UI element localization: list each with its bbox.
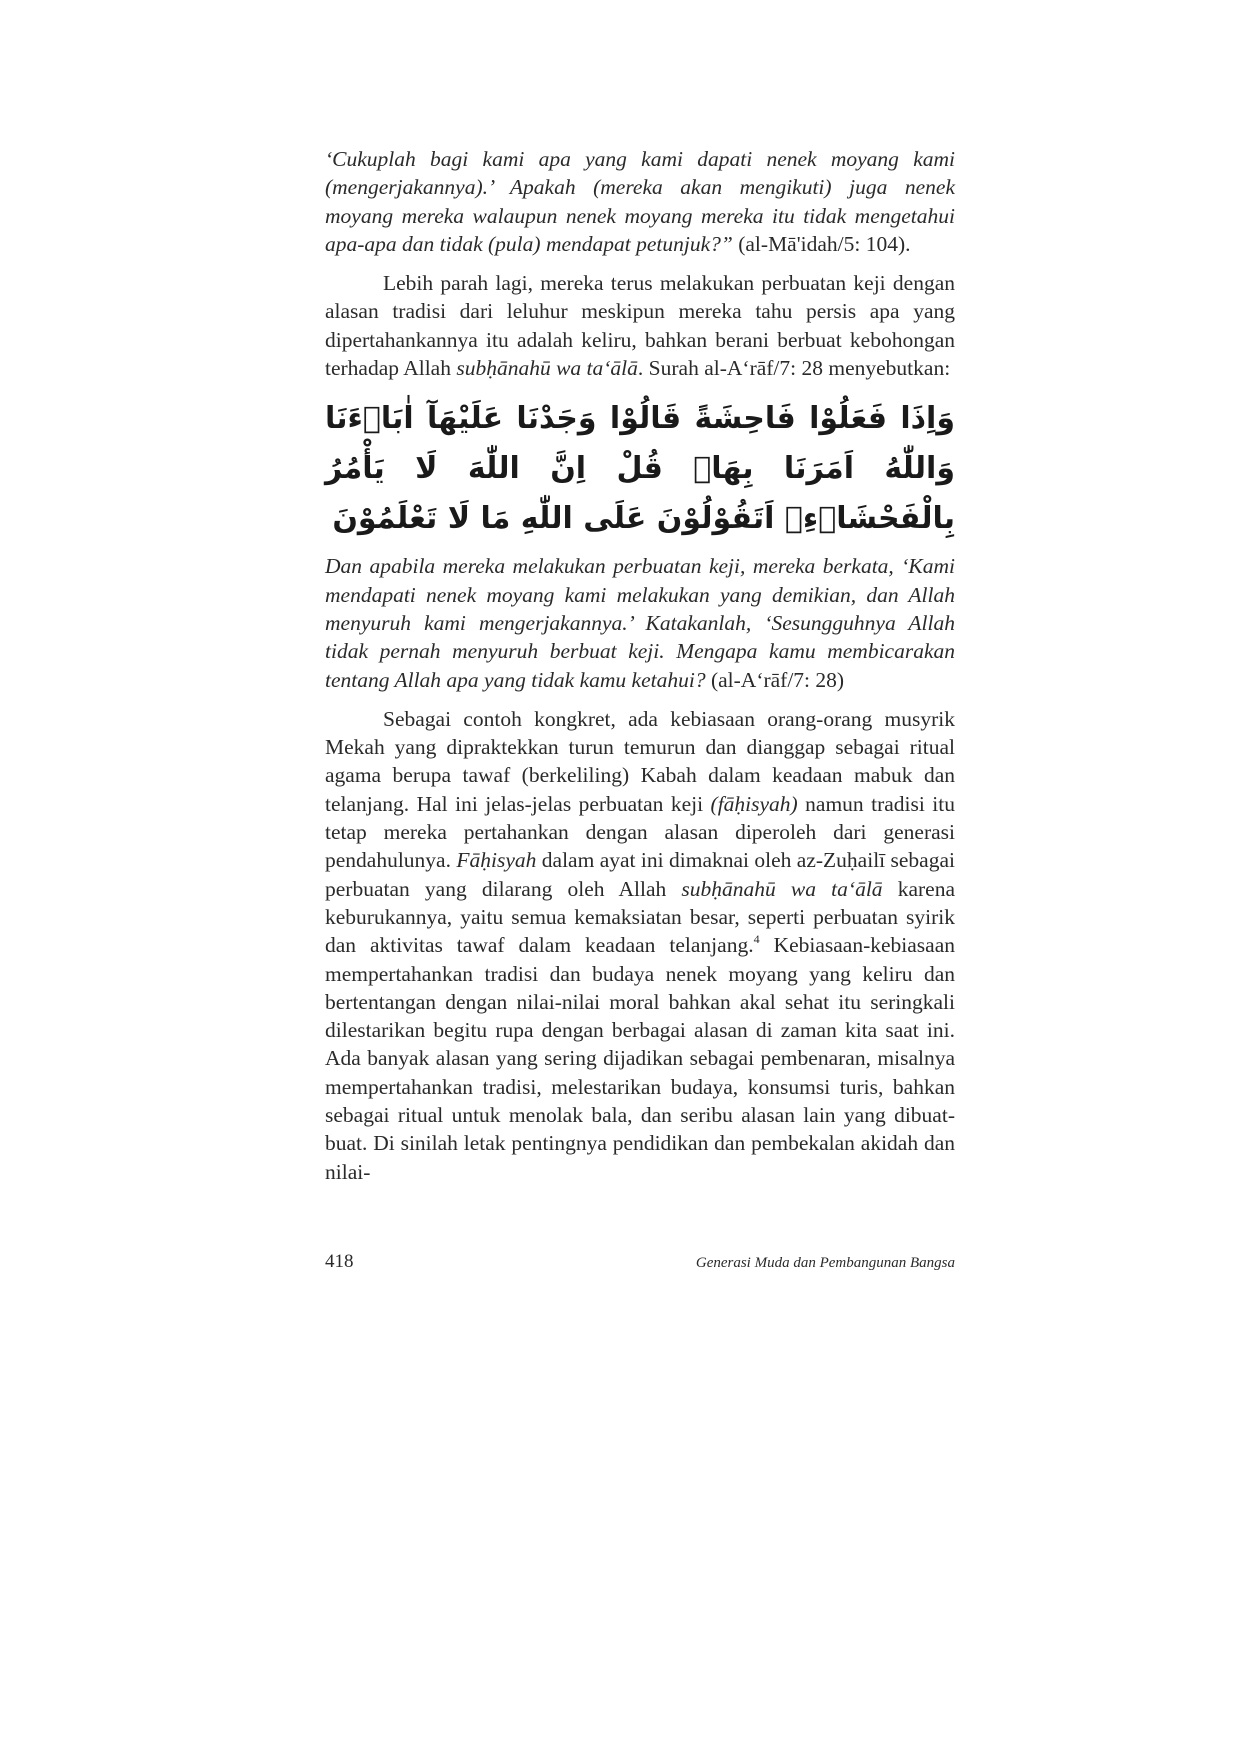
paragraph-lebih-parah bbox=[325, 269, 955, 382]
quote-reference: (al-Mā'idah/5: 104). bbox=[732, 231, 911, 256]
quote-text: ‘Cukuplah bagi kami apa yang kami dapati nenek moyang kami (mengerjakannya).’ Apakah (mereka akan mengikuti) juga nenek moyang mereka walaupun nenek moyang mereka itu tidak mengetahui apa-apa dan tidak (pula) mendapat petunjuk?” bbox=[325, 147, 955, 256]
quote-paragraph-al-maidah bbox=[325, 145, 955, 258]
text-run: karena keburukannya, yaitu semua kemaksiatan besar, seperti perbuatan syirik dan aktivitas tawaf dalam keadaan telanjang. bbox=[325, 876, 955, 958]
text-run: Kebiasaan-kebiasaan mempertahankan tradisi dan budaya nenek moyang yang keliru dan bertentangan dengan nilai-nilai moral bahkan akal sehat itu seringkali dilestarikan begitu rupa dengan berbagai alasan di zaman kita saat ini. Ada banyak alasan yang sering dijadikan sebagai pembenaran, misalnya mempertahankan tradisi, melestarikan budaya, konsumsi turis, bahkan sebagai ritual untuk menolak bala, dan seribu alasan lain yang dibuat-buat. Di sinilah letak pentingnya pendidikan dan pembekalan akidah dan nilai- bbox=[325, 933, 955, 1184]
italic-term: Fāḥisyah bbox=[456, 848, 537, 873]
arabic-verse-line-1: وَاِذَا فَعَلُوْا فَاحِشَةً قَالُوْا وَجَدْنَا عَلَيْهَآ اٰبَاۤءَنَا وَاللّٰهُ اَمَرَنَا بِهَاۗ قُلْ اِنَّ اللّٰهَ لَا يَأْمُرُ bbox=[325, 401, 955, 487]
footnote-marker[interactable]: 4 bbox=[753, 932, 760, 947]
text-run: . Surah al-A‘rāf/7: 28 menyebutkan: bbox=[637, 356, 951, 381]
translation-reference: (al-A‘rāf/7: 28) bbox=[705, 667, 845, 692]
italic-term: subḥānahū wa ta‘ālā bbox=[681, 876, 883, 901]
text-run: namun tradisi itu tetap mereka pertahankan dengan alasan diperoleh dari generasi pendahulunya. bbox=[325, 791, 955, 873]
text-run: Lebih parah lagi, mereka terus melakukan perbuatan keji dengan alasan tradisi dari leluhur meskipun mereka tahu persis apa yang dipertahankannya itu adalah keliru, bahkan berani berbuat kebohongan terhadap Allah bbox=[325, 271, 955, 381]
italic-term: subḥānahū wa ta‘ālā bbox=[456, 356, 638, 381]
paragraph-sebagai-contoh bbox=[325, 705, 955, 1186]
page-body bbox=[325, 145, 955, 1186]
page-footer bbox=[325, 1251, 955, 1273]
italic-term: (fāḥisyah) bbox=[710, 791, 798, 816]
text-run: Sebagai contoh kongkret, ada kebiasaan orang-orang musyrik Mekah yang dipraktekkan turun temurun dan dianggap sebagai ritual agama berupa tawaf (berkeliling) Kabah dalam keadaan mabuk dan telanjang. Hal ini jelas-jelas perbuatan keji bbox=[325, 706, 955, 816]
arabic-verse-line-2: بِالْفَحْشَاۤءِۗ اَتَقُوْلُوْنَ عَلَى اللّٰهِ مَا لَا تَعْلَمُوْنَ bbox=[332, 501, 955, 537]
translation-text: Dan apabila mereka melakukan perbuatan keji, mereka berkata, ‘Kami mendapati nenek moyang kami melakukan yang demikian, dan Allah menyuruh kami mengerjakannya.’ Katakanlah, ‘Sesungguhnya Allah tidak pernah menyuruh berbuat keji. Mengapa kamu membicarakan tentang Allah apa yang tidak kamu ketahui? bbox=[325, 554, 955, 692]
arabic-verse bbox=[325, 394, 955, 544]
running-title: Generasi Muda dan Pembangunan Bangsa bbox=[695, 1255, 955, 1271]
translation-paragraph-al-araf bbox=[325, 552, 955, 693]
text-run: dalam ayat ini dimaknai oleh az-Zuḥailī sebagai perbuatan yang dilarang oleh Allah bbox=[325, 848, 955, 901]
page-number: 418 bbox=[325, 1251, 354, 1272]
